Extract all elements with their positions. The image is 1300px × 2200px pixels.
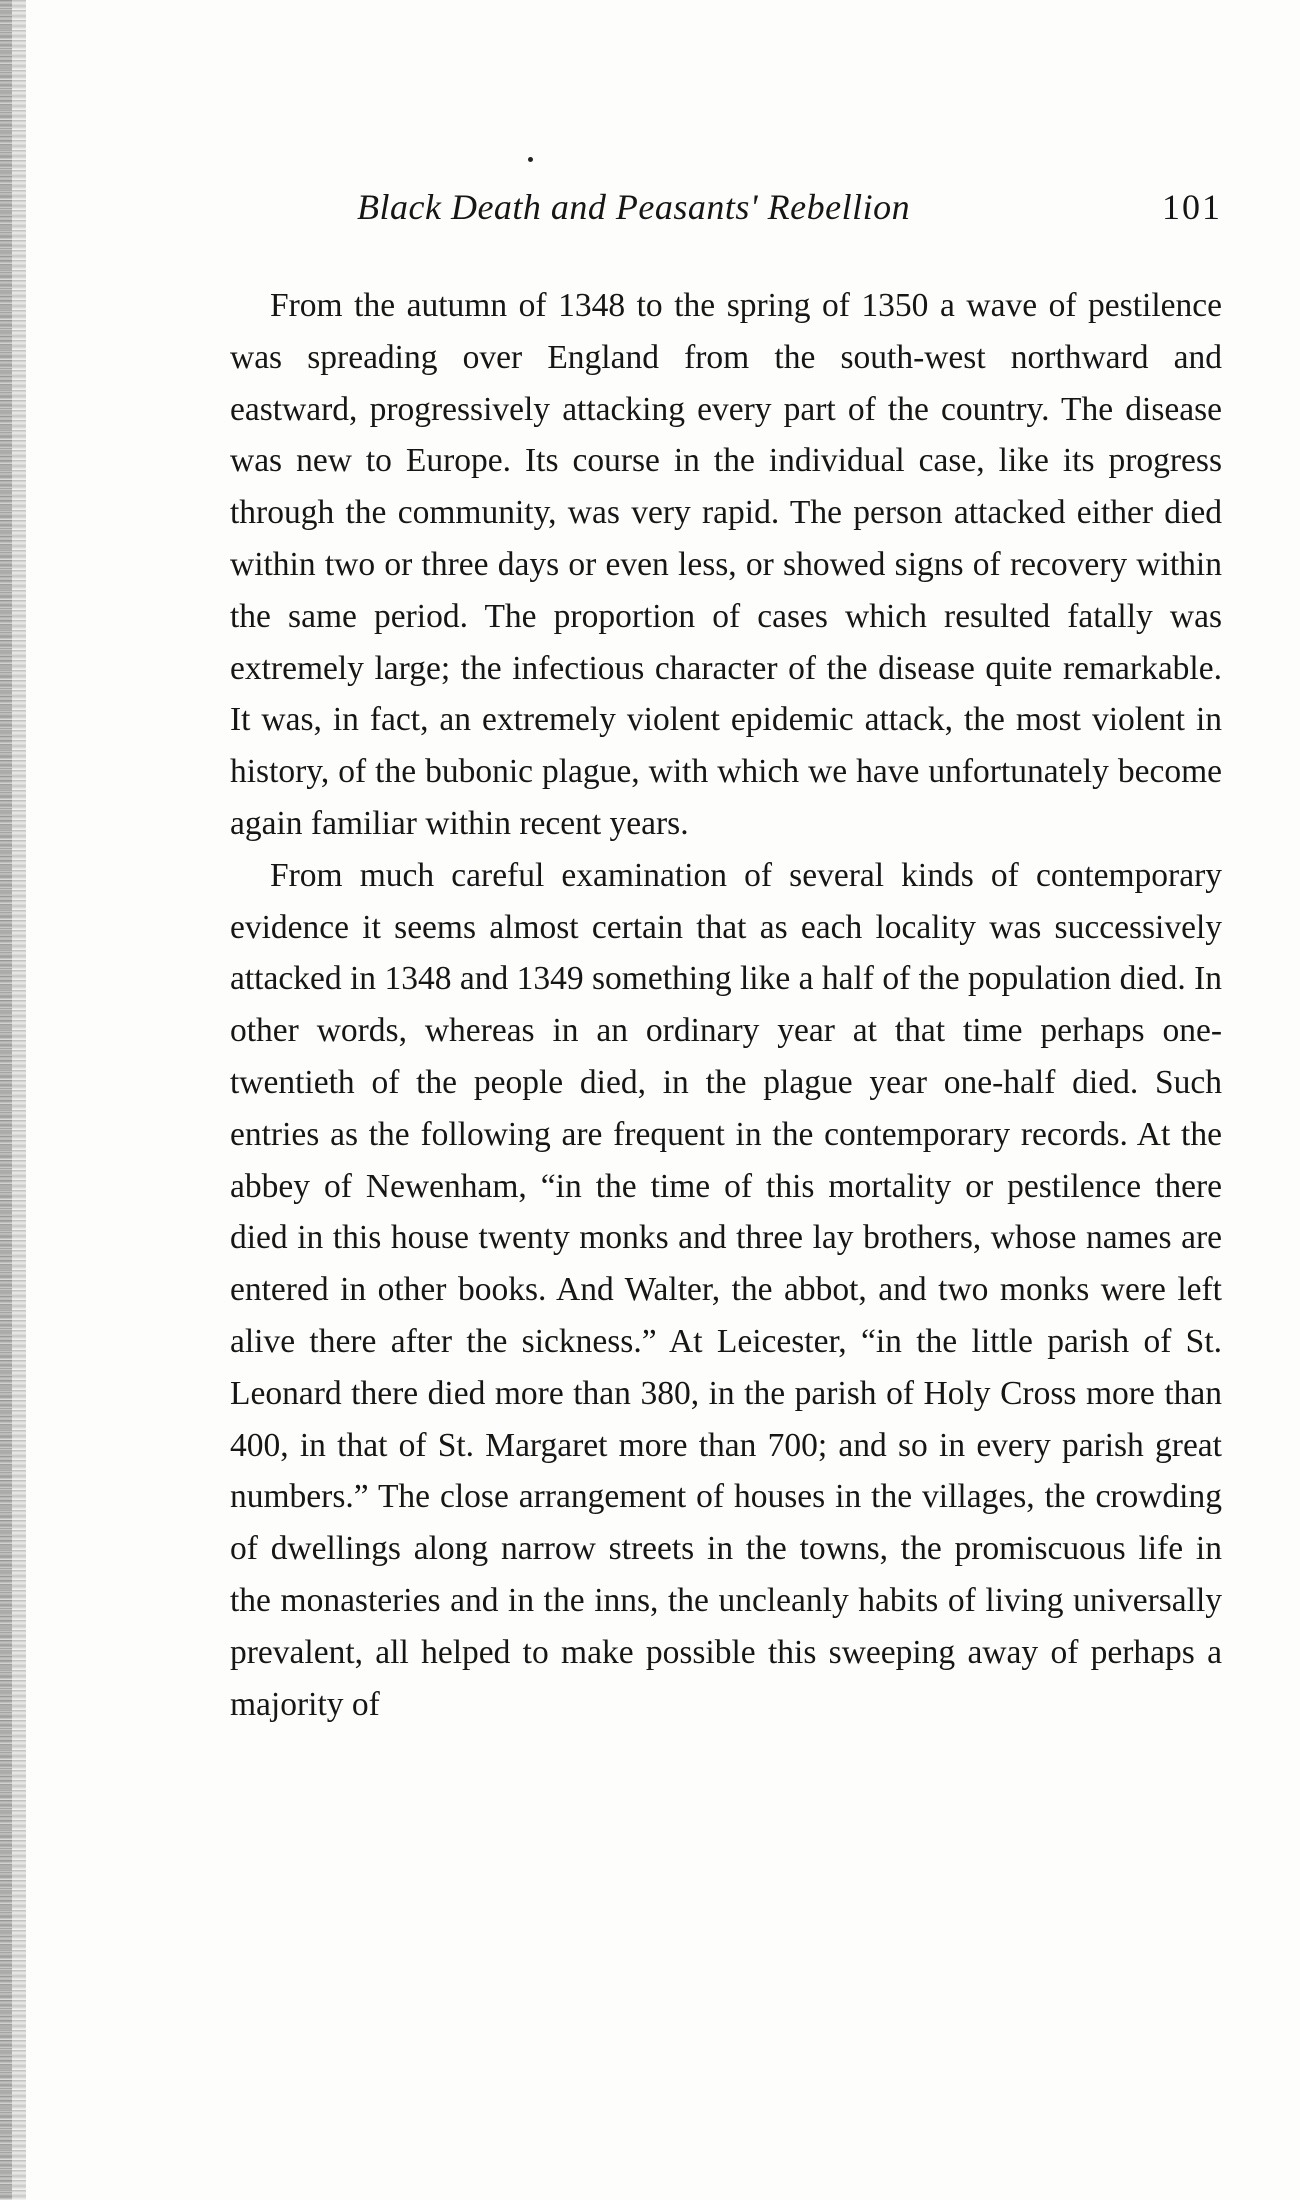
running-title: Black Death and Peasants' Rebellion xyxy=(357,187,911,227)
paragraph: From the autumn of 1348 to the spring of 1350 a wave of pestilence was spreading over England from the south-west northward and eastward, progressively attacking every part of the country. The disease was new to Europe. Its course in the individual case, like its progress through the community, was very rapid. The person attacked either died within two or three days or even less, or showed signs of recovery within the same period. The proportion of cases which resulted fatally was extremely large; the infectious character of the disease quite remarkable. It was, in fact, an extremely violent epidemic attack, the most violent in history, of the bubonic plague, with which we have unfortunately become again familiar within recent years. xyxy=(230,287,1222,842)
page-edge-shadow xyxy=(0,0,26,2200)
body-text xyxy=(230,280,1222,1730)
print-speck xyxy=(528,157,533,162)
paragraph: From much careful examination of several kinds of contemporary evidence it seems almost certain that as each locality was successively attacked in 1348 and 1349 something like a half of the population died. In other words, whereas in an ordinary year at that time perhaps one-twentieth of the people died, in the plague year one-half died. Such entries as the following are frequent in the contemporary records. At the abbey of Newenham, “in the time of this mortality or pestilence there died in this house twenty monks and three lay brothers, whose names are entered in other books. And Walter, the abbot, and two monks were left alive there after the sickness.” At Leicester, “in the little parish of St. Leonard there died more than 380, in the parish of Holy Cross more than 400, in that of St. Margaret more than 700; and so in every parish great numbers.” The close arrangement of houses in the villages, the crowding of dwellings along narrow streets in the towns, the promiscuous life in the monasteries and in the inns, the uncleanly habits of living universally prevalent, all helped to make possible this sweeping away of perhaps a majority of xyxy=(230,856,1222,1723)
page-number: 101 xyxy=(1162,187,1222,227)
page-header xyxy=(357,186,1222,236)
